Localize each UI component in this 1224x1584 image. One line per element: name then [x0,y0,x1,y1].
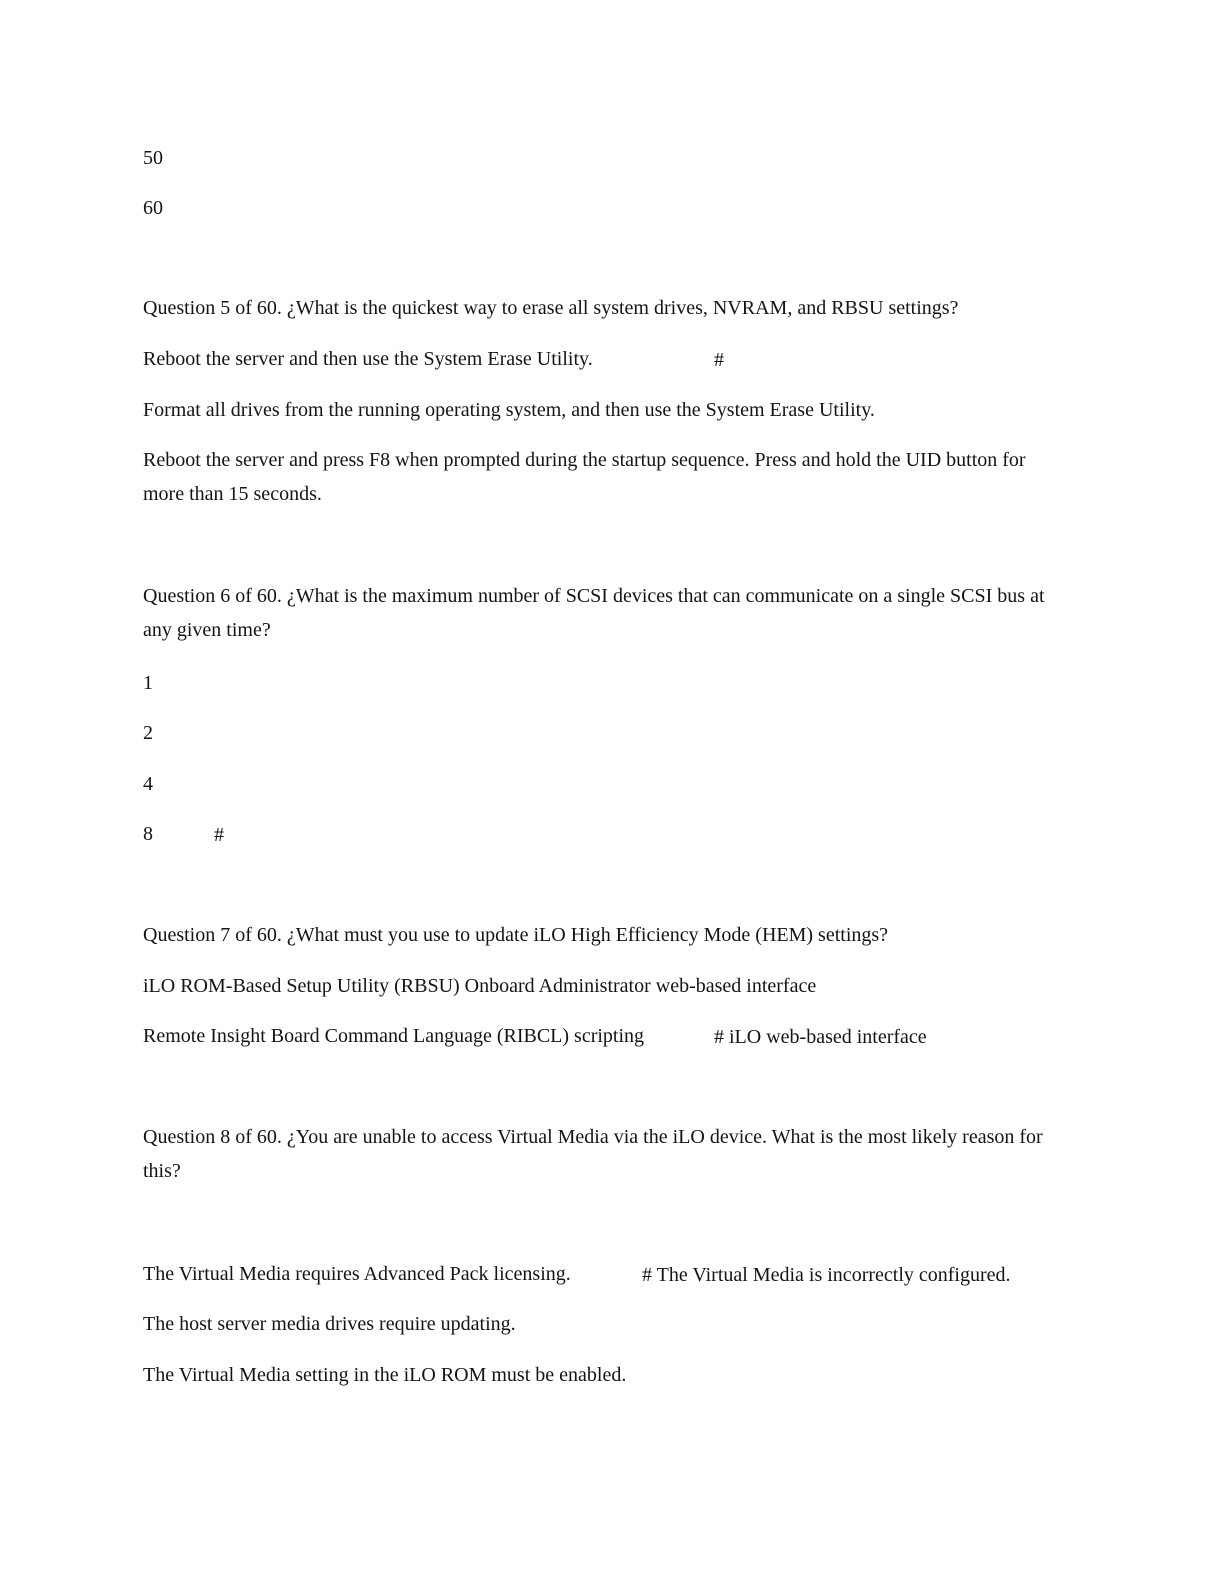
question-6-text: Question 6 of 60. ¿What is the maximum number of SCSI devices that can communicate on a single SCSI bus at any given time? [143,585,1045,641]
q5-option-2: Format all drives from the running operating system, and then use the System Erase Utility. [143,399,875,421]
question-5-text: Question 5 of 60. ¿What is the quickest way to erase all system drives, NVRAM, and RBSU settings? [143,297,959,319]
q8-options-line-1: The Virtual Media requires Advanced Pack licensing. [143,1263,571,1285]
q6-option-3: 4 [143,773,153,795]
option-50: 50 [143,147,163,169]
q7-options-line-2: Remote Insight Board Command Language (RIBCL) scripting [143,1025,645,1047]
q5-option-3: Reboot the server and press F8 when prompted during the startup sequence. Press and hold the UID button for more than 15 seconds. [143,449,1026,505]
q5-correct-mark: # [714,349,724,371]
question-8-text: Question 8 of 60. ¿You are unable to access Virtual Media via the iLO device. What is the most likely reason for this? [143,1126,1043,1182]
option-60: 60 [143,197,163,219]
q8-option-4: The Virtual Media setting in the iLO ROM must be enabled. [143,1364,627,1386]
q6-option-2: 2 [143,722,153,744]
question-7-text: Question 7 of 60. ¿What must you use to update iLO High Efficiency Mode (HEM) settings? [143,924,889,946]
q6-option-1: 1 [143,672,153,694]
q7-correct-option: # iLO web-based interface [714,1026,927,1048]
q7-options-line-1: iLO ROM-Based Setup Utility (RBSU) Onboard Administrator web-based interface [143,975,817,997]
q5-option-1: Reboot the server and then use the System Erase Utility. [143,348,593,370]
q6-option-4: 8 [143,823,153,845]
q8-option-3: The host server media drives require updating. [143,1313,516,1335]
q6-correct-mark: # [214,824,224,846]
q8-correct-option: # The Virtual Media is incorrectly configured. [642,1264,1011,1286]
